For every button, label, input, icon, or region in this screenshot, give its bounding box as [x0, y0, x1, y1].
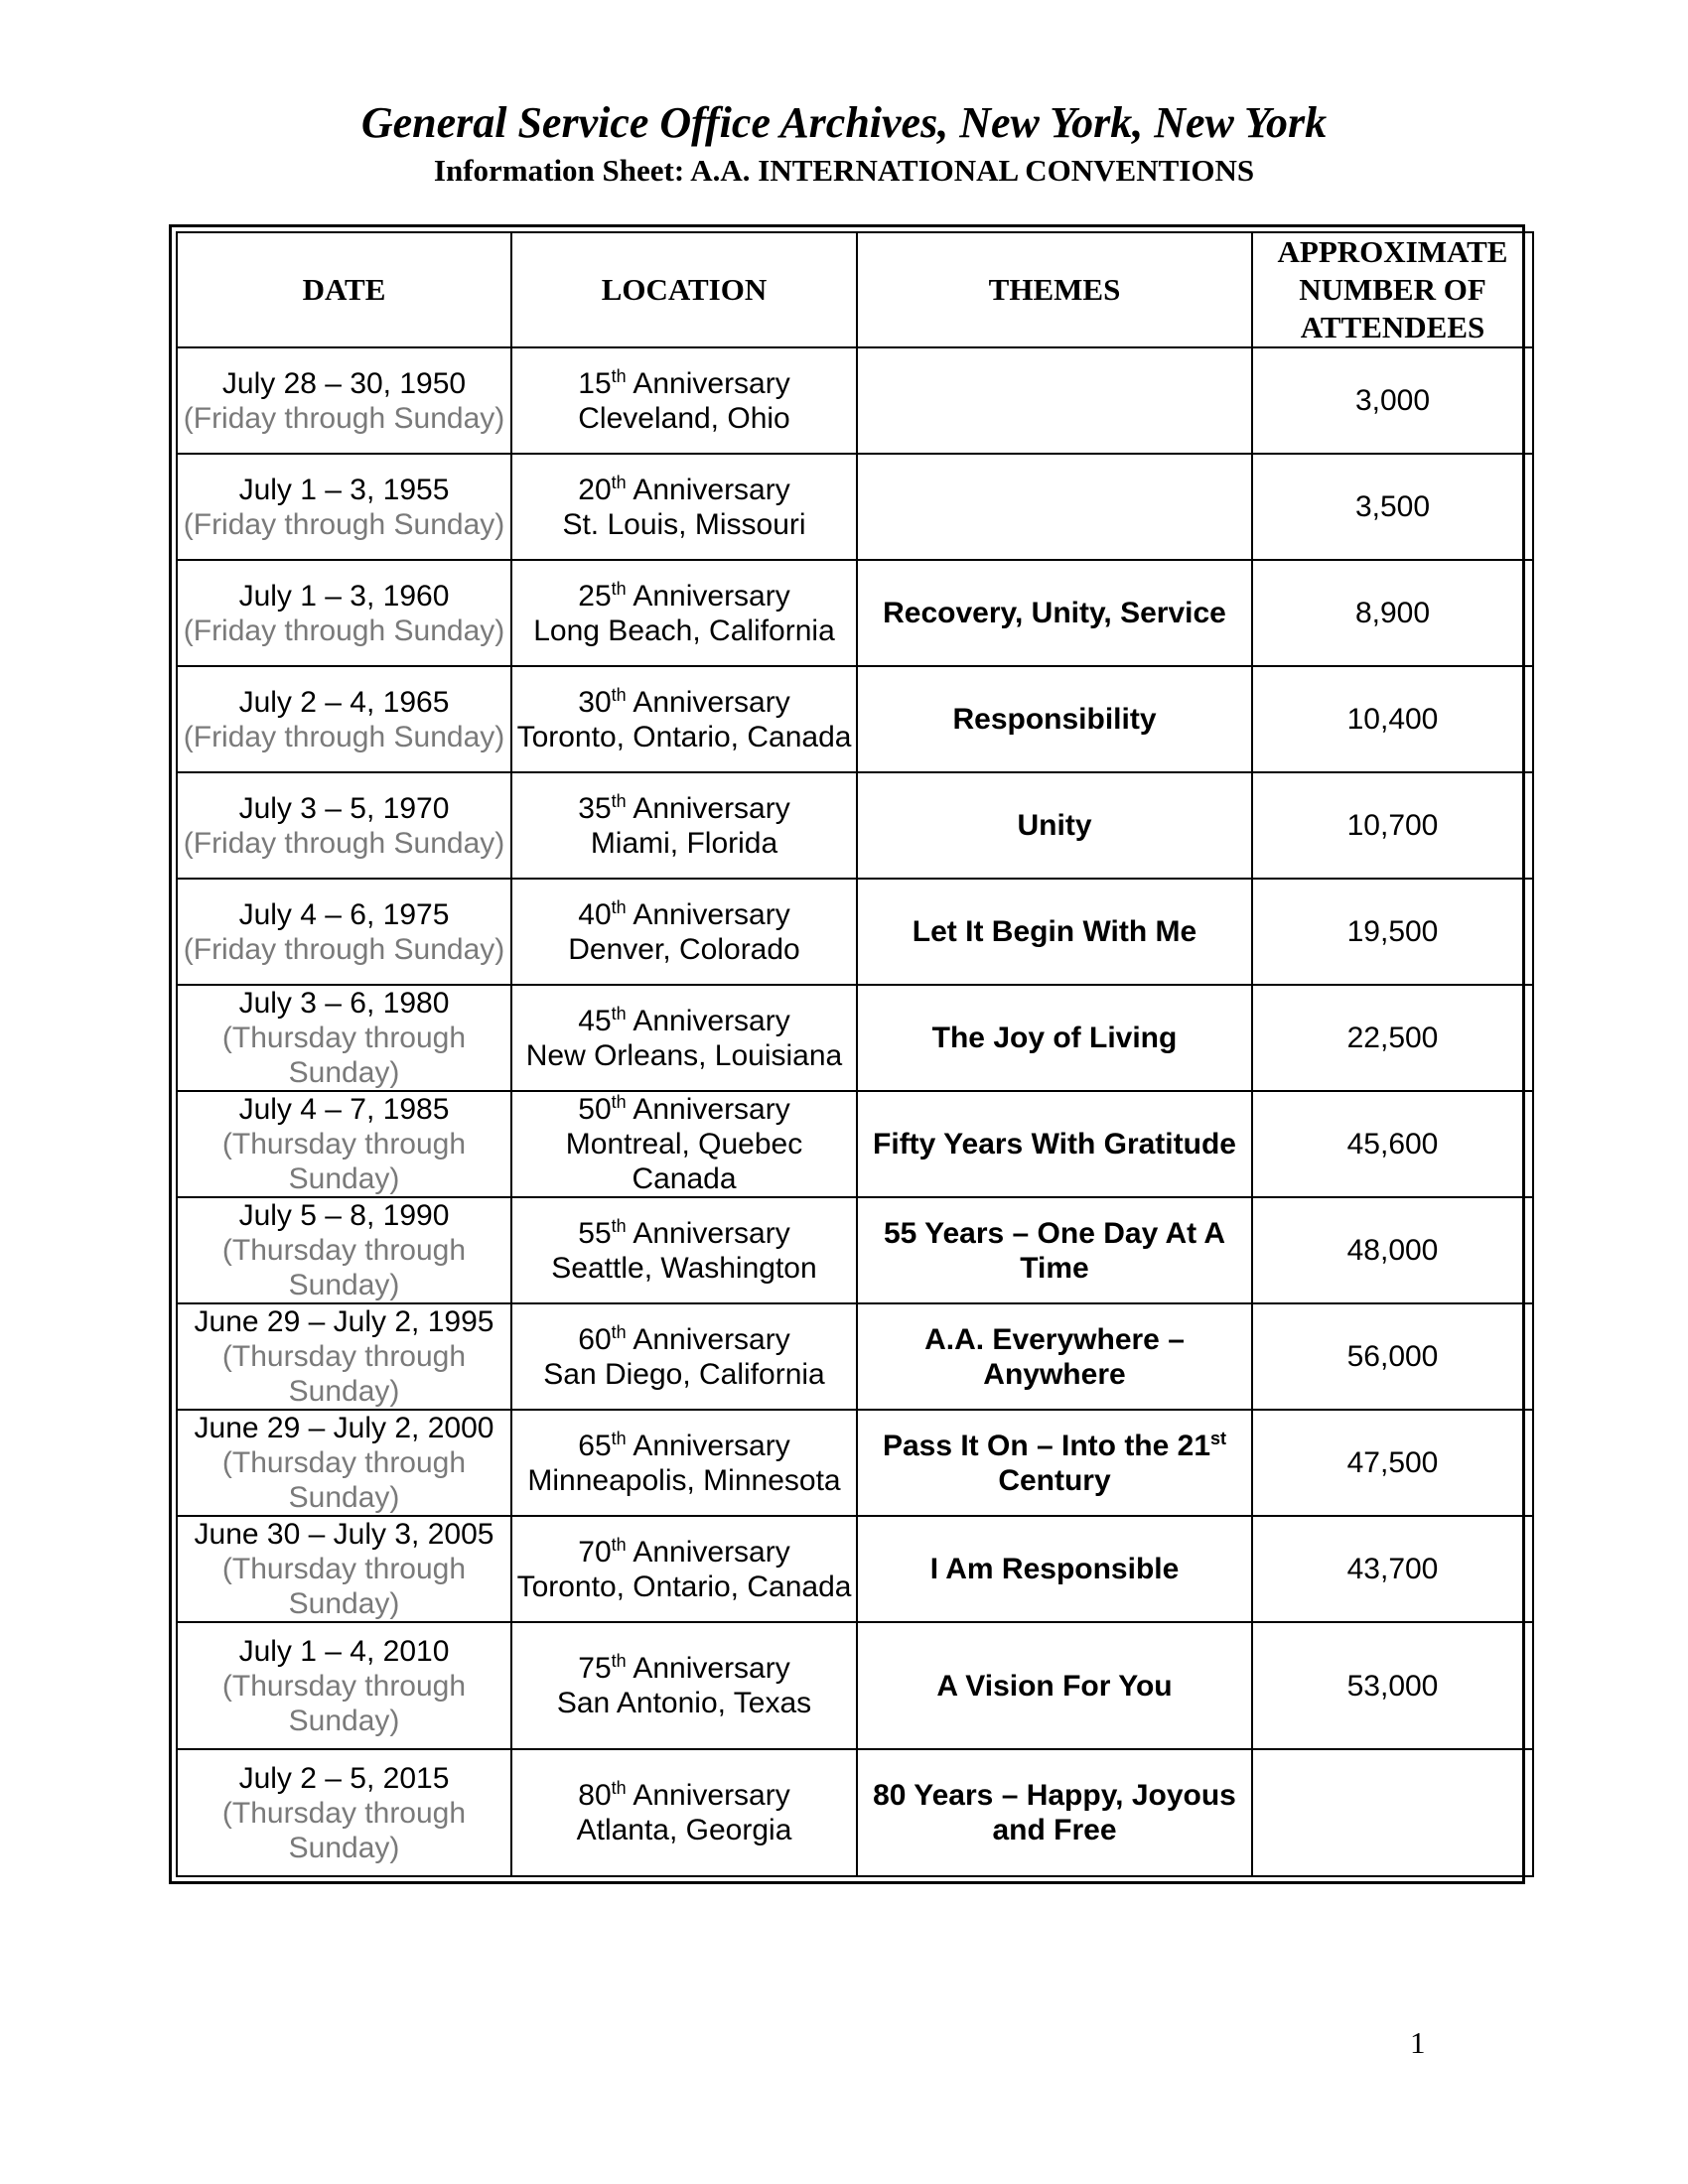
header-date: DATE [177, 232, 511, 347]
day-span: (Friday through Sunday) [183, 507, 505, 541]
table-row [177, 666, 1533, 772]
anniversary-number: 75 [578, 1652, 612, 1685]
anniversary-word: Anniversary [626, 473, 790, 506]
date-cell [177, 1091, 511, 1197]
header-themes: THEMES [857, 232, 1252, 347]
theme-cell [857, 1410, 1252, 1516]
theme-text-tail: Century [998, 1463, 1111, 1497]
anniversary-number: 70 [578, 1535, 612, 1569]
date-cell [177, 1410, 511, 1516]
ordinal-suffix: th [611, 1428, 627, 1448]
theme-cell [857, 985, 1252, 1091]
ordinal-suffix: th [611, 684, 627, 705]
city: St. Louis, Missouri [562, 507, 806, 541]
anniversary-word: Anniversary [626, 1429, 790, 1462]
anniversary-label [578, 792, 789, 825]
date-range: July 2 – 4, 1965 [238, 685, 450, 719]
anniversary-label [578, 1536, 789, 1569]
table-row [177, 1410, 1533, 1516]
date-range: July 3 – 6, 1980 [238, 987, 450, 1020]
date-range: July 28 – 30, 1950 [221, 366, 467, 400]
theme-text: Fifty Years With Gratitude [873, 1128, 1236, 1160]
day-span: (Friday through Sunday) [183, 614, 505, 647]
location-cell [511, 1410, 857, 1516]
theme-cell [857, 1516, 1252, 1622]
anniversary-number: 80 [578, 1779, 612, 1812]
anniversary-number: 65 [578, 1429, 612, 1462]
date-cell [177, 1303, 511, 1410]
day-span: (Friday through Sunday) [183, 932, 505, 966]
anniversary-label [578, 1217, 789, 1250]
date-cell [177, 666, 511, 772]
theme-text: A Vision For You [936, 1669, 1173, 1703]
anniversary-word: Anniversary [626, 685, 790, 719]
location-cell [511, 560, 857, 666]
day-span: (Thursday through Sunday) [221, 1234, 467, 1301]
theme-text: 80 Years – Happy, Joyous and Free [873, 1779, 1236, 1846]
table-row [177, 454, 1533, 560]
location-cell [511, 1516, 857, 1622]
attendees-cell: 19,500 [1252, 879, 1533, 985]
day-span: (Thursday through Sunday) [221, 1340, 467, 1408]
table-row [177, 1622, 1533, 1749]
attendees-cell: 8,900 [1252, 560, 1533, 666]
anniversary-label [578, 1652, 789, 1685]
theme-cell [857, 560, 1252, 666]
city: Long Beach, California [533, 614, 835, 647]
ordinal-suffix: th [611, 1215, 627, 1236]
theme-text: The Joy of Living [931, 1022, 1178, 1054]
location-cell [511, 1303, 857, 1410]
theme-text: I Am Responsible [929, 1553, 1180, 1585]
anniversary-word: Anniversary [626, 791, 790, 825]
anniversary-number: 55 [578, 1216, 612, 1250]
attendees-cell: 53,000 [1252, 1622, 1533, 1749]
anniversary-word: Anniversary [626, 1004, 790, 1037]
table-row [177, 772, 1533, 879]
day-span: (Thursday through Sunday) [221, 1796, 467, 1864]
table-row [177, 560, 1533, 666]
date-range: July 5 – 8, 1990 [238, 1199, 450, 1232]
date-range: July 1 – 4, 2010 [238, 1634, 450, 1668]
day-span: (Thursday through Sunday) [221, 1669, 467, 1737]
city: Seattle, Washington [551, 1251, 817, 1285]
theme-text: Responsibility [952, 703, 1157, 736]
theme-ordinal-suffix: st [1210, 1428, 1227, 1448]
location-cell [511, 879, 857, 985]
date-range: July 2 – 5, 2015 [238, 1761, 450, 1795]
anniversary-label [578, 1005, 789, 1037]
anniversary-label [578, 686, 789, 719]
ordinal-suffix: th [611, 1778, 627, 1798]
theme-cell [857, 666, 1252, 772]
theme-cell [857, 347, 1252, 454]
day-span: (Thursday through Sunday) [221, 1128, 467, 1195]
date-cell [177, 454, 511, 560]
header-attendees-line: APPROXIMATE [1277, 234, 1508, 269]
day-span: (Friday through Sunday) [183, 826, 505, 860]
date-cell [177, 1197, 511, 1303]
ordinal-suffix: th [611, 1321, 627, 1342]
city: Toronto, Ontario, Canada [516, 720, 852, 753]
attendees-cell: 10,700 [1252, 772, 1533, 879]
theme-cell [857, 879, 1252, 985]
location-cell [511, 772, 857, 879]
date-cell [177, 347, 511, 454]
header-attendees-line: NUMBER OF [1299, 272, 1486, 307]
table-row [177, 1091, 1533, 1197]
attendees-cell: 3,000 [1252, 347, 1533, 454]
anniversary-word: Anniversary [626, 1779, 790, 1812]
city: Cleveland, Ohio [578, 401, 790, 435]
anniversary-label [578, 580, 789, 613]
location-cell [511, 1622, 857, 1749]
ordinal-suffix: th [611, 1651, 627, 1671]
date-cell [177, 879, 511, 985]
anniversary-word: Anniversary [626, 1322, 790, 1356]
anniversary-word: Anniversary [626, 579, 790, 613]
day-span: (Friday through Sunday) [183, 401, 505, 435]
anniversary-label [578, 1430, 789, 1462]
anniversary-word: Anniversary [626, 897, 790, 931]
theme-cell [857, 1091, 1252, 1197]
city: San Antonio, Texas [556, 1687, 812, 1719]
ordinal-suffix: th [611, 790, 627, 811]
anniversary-number: 40 [578, 897, 612, 931]
page-number: 1 [1410, 2025, 1426, 2060]
location-cell [511, 666, 857, 772]
theme-cell [857, 772, 1252, 879]
attendees-cell: 22,500 [1252, 985, 1533, 1091]
anniversary-number: 50 [578, 1093, 612, 1126]
day-span: (Thursday through Sunday) [221, 1022, 467, 1089]
anniversary-word: Anniversary [626, 1652, 790, 1685]
anniversary-number: 15 [578, 366, 612, 400]
conventions-table [176, 231, 1534, 1877]
table-row [177, 985, 1533, 1091]
attendees-cell: 45,600 [1252, 1091, 1533, 1197]
table-row [177, 879, 1533, 985]
anniversary-label [578, 474, 789, 506]
city: New Orleans, Louisiana [525, 1038, 843, 1072]
table-row [177, 347, 1533, 454]
ordinal-suffix: th [611, 1003, 627, 1024]
date-cell [177, 1622, 511, 1749]
date-range: July 4 – 7, 1985 [238, 1093, 450, 1126]
ordinal-suffix: th [611, 1534, 627, 1555]
anniversary-word: Anniversary [626, 1093, 790, 1126]
date-range: July 3 – 5, 1970 [238, 791, 450, 825]
table-body [177, 347, 1533, 1876]
attendees-cell: 48,000 [1252, 1197, 1533, 1303]
table-row [177, 1303, 1533, 1410]
header-attendees [1252, 232, 1533, 347]
anniversary-number: 20 [578, 473, 612, 506]
city: Montreal, Quebec Canada [565, 1128, 803, 1195]
anniversary-word: Anniversary [626, 1216, 790, 1250]
theme-cell [857, 454, 1252, 560]
theme-text: Let It Begin With Me [912, 915, 1197, 948]
date-range: July 1 – 3, 1955 [238, 473, 450, 506]
city: Miami, Florida [590, 826, 778, 860]
document-subtitle: Information Sheet: A.A. INTERNATIONAL CONVENTIONS [433, 153, 1255, 188]
location-cell [511, 1197, 857, 1303]
date-cell [177, 1516, 511, 1622]
ordinal-suffix: th [611, 472, 627, 492]
anniversary-number: 25 [578, 579, 612, 613]
day-span: (Friday through Sunday) [183, 720, 505, 753]
anniversary-label [578, 1779, 789, 1812]
location-cell [511, 985, 857, 1091]
attendees-cell: 56,000 [1252, 1303, 1533, 1410]
anniversary-number: 45 [578, 1004, 612, 1037]
ordinal-suffix: th [611, 1092, 627, 1112]
day-span: (Thursday through Sunday) [221, 1553, 467, 1620]
location-cell [511, 347, 857, 454]
date-cell [177, 985, 511, 1091]
date-range: June 29 – July 2, 1995 [194, 1305, 494, 1338]
city: Minneapolis, Minnesota [527, 1463, 841, 1497]
document-title: General Service Office Archives, New York, New York [360, 98, 1328, 147]
date-range: June 30 – July 3, 2005 [194, 1518, 494, 1551]
theme-cell [857, 1622, 1252, 1749]
city: Denver, Colorado [568, 932, 800, 966]
date-cell [177, 560, 511, 666]
anniversary-number: 60 [578, 1322, 612, 1356]
city: Atlanta, Georgia [576, 1814, 792, 1846]
theme-text: 55 Years – One Day At A Time [883, 1216, 1226, 1285]
theme-text: A.A. Everywhere – Anywhere [924, 1322, 1185, 1391]
date-range: July 1 – 3, 1960 [238, 579, 450, 613]
anniversary-word: Anniversary [626, 1535, 790, 1569]
anniversary-label [578, 898, 789, 931]
table-row [177, 1516, 1533, 1622]
date-range: June 29 – July 2, 2000 [194, 1412, 494, 1444]
anniversary-number: 30 [578, 685, 612, 719]
location-cell [511, 1091, 857, 1197]
attendees-cell: 3,500 [1252, 454, 1533, 560]
theme-cell [857, 1197, 1252, 1303]
header-location: LOCATION [511, 232, 857, 347]
theme-text: Pass It On – Into the 21 [882, 1429, 1211, 1462]
table-header-row [177, 232, 1533, 347]
theme-cell [857, 1303, 1252, 1410]
location-cell [511, 1749, 857, 1876]
day-span: (Thursday through Sunday) [221, 1446, 467, 1514]
table-row [177, 1197, 1533, 1303]
date-cell [177, 772, 511, 879]
table-row [177, 1749, 1533, 1876]
theme-text: Unity [1017, 809, 1092, 842]
location-cell [511, 454, 857, 560]
anniversary-number: 35 [578, 791, 612, 825]
attendees-cell: 10,400 [1252, 666, 1533, 772]
ordinal-suffix: th [611, 578, 627, 599]
date-cell [177, 1749, 511, 1876]
city: Toronto, Ontario, Canada [516, 1570, 852, 1603]
date-range: July 4 – 6, 1975 [238, 897, 450, 931]
anniversary-label [578, 1323, 789, 1356]
anniversary-label [578, 1093, 789, 1126]
city: San Diego, California [543, 1357, 825, 1391]
anniversary-label [578, 367, 789, 400]
ordinal-suffix: th [611, 896, 627, 917]
theme-cell [857, 1749, 1252, 1876]
anniversary-word: Anniversary [626, 366, 790, 400]
ordinal-suffix: th [611, 365, 627, 386]
conventions-table-frame [169, 224, 1525, 1884]
attendees-cell [1252, 1749, 1533, 1876]
theme-text: Recovery, Unity, Service [883, 597, 1226, 629]
attendees-cell: 47,500 [1252, 1410, 1533, 1516]
header-attendees-line: ATTENDEES [1300, 310, 1485, 344]
attendees-cell: 43,700 [1252, 1516, 1533, 1622]
